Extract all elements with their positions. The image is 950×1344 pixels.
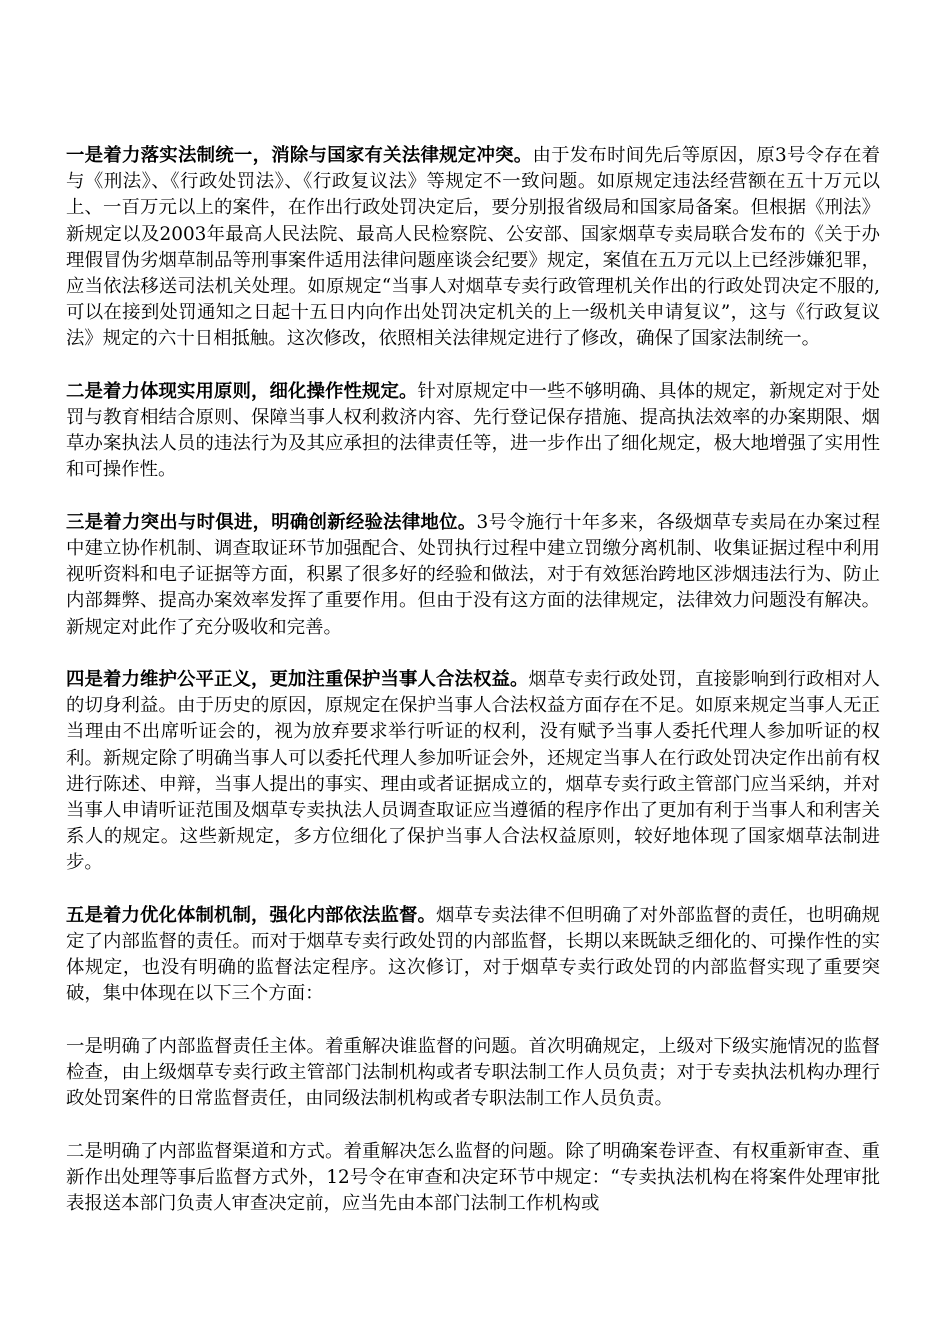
paragraph-1-lead: 一是着力落实法制统一，消除与国家有关法律规定冲突。 bbox=[66, 145, 533, 166]
paragraph-4-lead: 四是着力维护公平正义，更加注重保护当事人合法权益。 bbox=[66, 669, 529, 691]
paragraph-2-lead: 二是着力体现实用原则，细化操作性规定。 bbox=[66, 380, 418, 402]
paragraph-3-lead: 三是着力突出与时俱进，明确创新经验法律地位。 bbox=[66, 511, 477, 533]
paragraph-4 bbox=[66, 667, 880, 877]
paragraph-5 bbox=[66, 903, 880, 1008]
paragraph-1 bbox=[66, 143, 880, 353]
paragraph-5-body: 烟草专卖法律不但明确了对外部监督的责任，也明确规定了内部监督的责任。而对于烟草专卖行政处罚的内部监督，长期以来既缺乏细化的、可操作性的实体规定，也没有明确的监督法定程序。这次修订，对于烟草专卖行政处罚的内部监督实现了重要突破，集中体现在以下三个方面： bbox=[66, 904, 880, 1005]
paragraph-1-body: 由于发布时间先后等原因，原3号令存在着与《刑法》、《行政处罚法》、《行政复议法》等规定不一致问题。如原规定违法经营额在五十万元以上、一百万元以上的案件，在作出行政处罚决定后，要分别报省级局和国家局备案。但根据《刑法》新规定以及2003年最高人民法院、最高人民检察院、公安部、国家烟草专卖局联合发布的《关于办理假冒伪劣烟草制品等刑事案件适用法律问题座谈会纪要》规定，案值在五万元以上已经涉嫌犯罪，应当依法移送司法机关处理。如原规定“当事人对烟草专卖行政管理机关作出的行政处罚决定不服的,可以在接到处罚通知之日起十五日内向作出处罚决定机关的上一级机关申请复议”，这与《行政复议法》规定的六十日相抵触。这次修改，依照相关法律规定进行了修改，确保了国家法制统一。 bbox=[66, 145, 880, 350]
paragraph-5-lead: 五是着力优化体制机制，强化内部依法监督。 bbox=[66, 904, 437, 926]
paragraph-2 bbox=[66, 379, 880, 484]
paragraph-6-body: 一是明确了内部监督责任主体。着重解决谁监督的问题。首次明确规定，上级对下级实施情况的监督检查，由上级烟草专卖行政主管部门法制机构或者专职法制工作人员负责；对于专卖执法机构办理行政处罚案件的日常监督责任，由同级法制机构或者专职法制工作人员负责。 bbox=[66, 1035, 880, 1110]
paragraph-3 bbox=[66, 510, 880, 641]
paragraph-2-body: 针对原规定中一些不够明确、具体的规定，新规定对于处罚与教育相结合原则、保障当事人权利救济内容、先行登记保存措施、提高执法效率的办案期限、烟草办案执法人员的违法行为及其应承担的法律责任等，进一步作出了细化规定，极大地增强了实用性和可操作性。 bbox=[66, 380, 880, 481]
paragraph-7 bbox=[66, 1139, 880, 1218]
paragraph-3-body: 3号令施行十年多来，各级烟草专卖局在办案过程中建立协作机制、调查取证环节加强配合、处罚执行过程中建立罚缴分离机制、收集证据过程中利用视听资料和电子证据等方面，积累了很多好的经验和做法，对于有效惩治跨地区涉烟违法行为、防止内部舞弊、提高办案效率发挥了重要作用。但由于没有这方面的法律规定，法律效力问题没有解决。新规定对此作了充分吸收和完善。 bbox=[66, 511, 880, 638]
paragraph-6 bbox=[66, 1034, 880, 1113]
paragraph-4-body: 烟草专卖行政处罚，直接影响到行政相对人的切身利益。由于历史的原因，原规定在保护当事人合法权益方面存在不足。如原来规定当事人无正当理由不出席听证会的，视为放弃要求举行听证的权利，没有赋予当事人委托代理人参加听证的权利。新规定除了明确当事人可以委托代理人参加听证会外，还规定当事人在行政处罚决定作出前有权进行陈述、申辩，当事人提出的事实、理由或者证据成立的，烟草专卖行政主管部门应当采纳，并对当事人申请听证范围及烟草专卖执法人员调查取证应当遵循的程序作出了更加有利于当事人和利害关系人的规定。这些新规定，多方位细化了保护当事人合法权益原则，较好地体现了国家烟草法制进步。 bbox=[66, 669, 880, 874]
paragraph-7-body: 二是明确了内部监督渠道和方式。着重解决怎么监督的问题。除了明确案卷评查、有权重新审查、重新作出处理等事后监督方式外，12号令在审查和决定环节中规定：“专卖执法机构在将案件处理审批表报送本部门负责人审查决定前，应当先由本部门法制工作机构或 bbox=[66, 1140, 880, 1215]
document-body bbox=[66, 143, 880, 1243]
